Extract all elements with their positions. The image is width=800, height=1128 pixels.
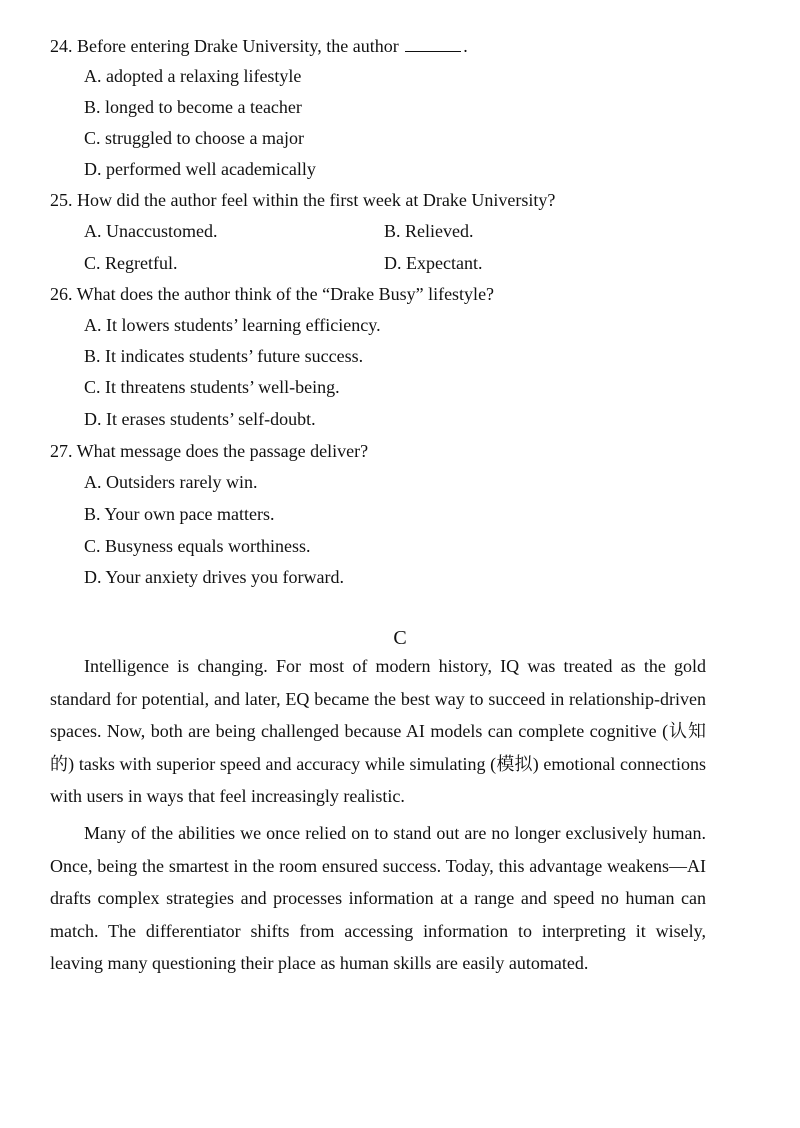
q27-option-a: A. Outsiders rarely win. [84, 472, 258, 492]
q27-option-d: D. Your anxiety drives you forward. [84, 567, 344, 587]
q26-option-a: A. It lowers students’ learning efficiency. [84, 315, 381, 335]
question-24-period: . [463, 36, 468, 56]
passage-paragraph-2 [50, 817, 706, 980]
answer-blank [405, 37, 461, 52]
q24-option-b: B. longed to become a teacher [84, 97, 302, 117]
q25-option-b: B. Relieved. [384, 221, 474, 241]
q25-option-d: D. Expectant. [384, 253, 483, 273]
question-24-text: 24. Before entering Drake University, the author [50, 36, 399, 56]
q24-option-a: A. adopted a relaxing lifestyle [84, 66, 302, 86]
question-25-stem: 25. How did the author feel within the first week at Drake University? [50, 190, 556, 210]
q27-option-b: B. Your own pace matters. [84, 504, 275, 524]
q27-option-c: C. Busyness equals worthiness. [84, 536, 311, 556]
passage-paragraph-1 [50, 650, 706, 813]
q26-option-d: D. It erases students’ self-doubt. [84, 409, 316, 429]
q24-option-c: C. struggled to choose a major [84, 128, 304, 148]
q25-option-a: A. Unaccustomed. [84, 221, 218, 241]
q24-option-d: D. performed well academically [84, 159, 316, 179]
section-heading: C [393, 627, 407, 649]
question-27-stem: 27. What message does the passage deliver? [50, 441, 369, 461]
q26-option-b: B. It indicates students’ future success. [84, 346, 364, 366]
paragraph-2-text: Many of the abilities we once relied on to stand out are no longer exclusively human. Once, being the smartest in the room ensured success. Today, this advantage weakens—AI drafts complex strategies and processes information at a range and speed no human can match. The differentiator shifts from accessing information to interpreting it wisely, leaving many questioning their place as human skills are easily automated. [50, 823, 706, 973]
q26-option-c: C. It threatens students’ well-being. [84, 377, 340, 397]
q25-option-c: C. Regretful. [84, 253, 178, 273]
paragraph-1-text: Intelligence is changing. For most of modern history, IQ was treated as the gold standard for potential, and later, EQ became the best way to succeed in relationship-driven spaces. Now, both are being challenged because AI models can complete cognitive (认知的) tasks with superior speed and accuracy while simulating (模拟) emotional connections with users in ways that feel increasingly realistic. [50, 656, 706, 806]
question-24-stem [50, 35, 468, 57]
question-26-stem: 26. What does the author think of the “Drake Busy” lifestyle? [50, 284, 495, 304]
